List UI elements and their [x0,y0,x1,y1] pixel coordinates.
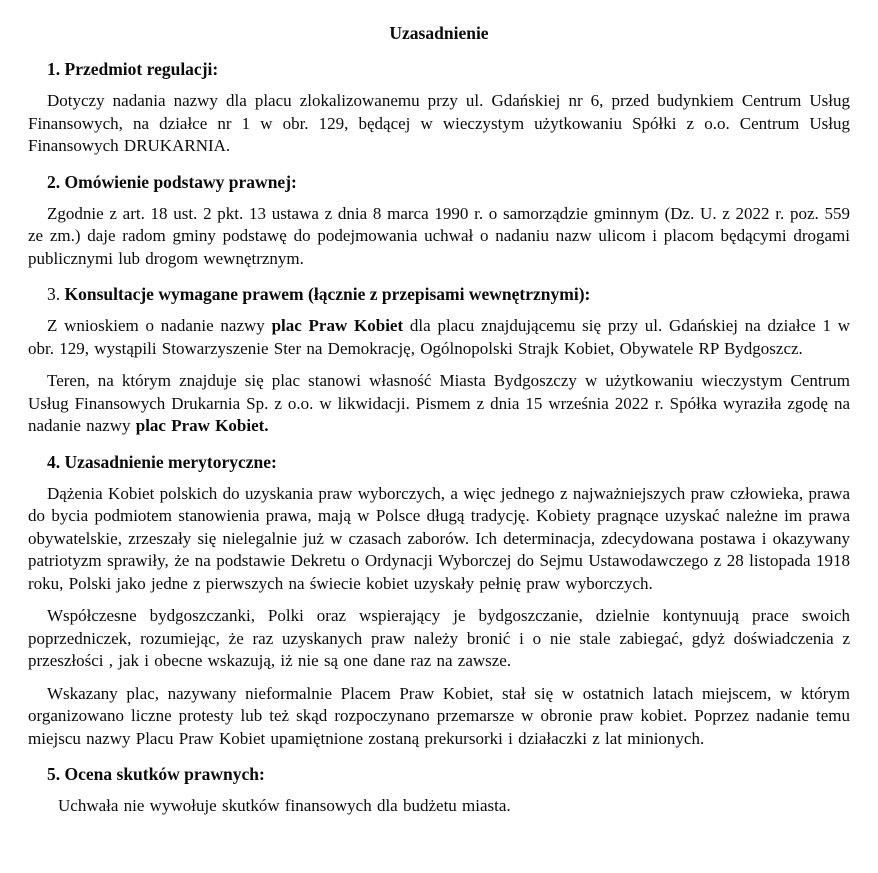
text-run: Wskazany plac, nazywany nieformalnie Placem Praw Kobiet, stał się w ostatnich latach miejscem, w którym organizowano liczne protesty lub też skąd rozpoczynano przemarsze w obronie praw kobiet. Poprzez nadanie temu miejscu nazwy Placu Praw Kobiet upamiętnione zostaną prekursorki i działaczki z lat minionych. [28,683,850,748]
text-run: 2. Omówienie podstawy prawnej: [47,171,297,192]
paragraph [28,605,850,673]
paragraph [28,203,850,271]
text-run: Z wnioskiem o nadanie nazwy [47,316,272,335]
text-run: Konsultacje wymagane prawem (łącznie z przepisami wewnętrznymi): [64,284,591,304]
paragraph [28,90,850,158]
text-run: 4. Uzasadnienie merytoryczne: [47,451,277,472]
section-heading [28,451,850,473]
text-run: dla placu znajdującemu się przy ul. Gdańskiej na działce 1 w obr. 129, wystąpili Stowarzyszenie Ster na Demokrację, Ogólnopolski Strajk Kobiet, Obywatele RP Bydgoszcz. [28,316,850,358]
text-run: Uchwała nie wywołuje skutków finansowych dla budżetu miasta. [58,796,511,815]
paragraph [28,795,850,818]
document-body [28,58,850,818]
paragraph [28,370,850,438]
text-run: Zgodnie z art. 18 ust. 2 pkt. 13 ustawa z dnia 8 marca 1990 r. o samorządzie gminnym (Dz. U. z 2022 r. poz. 559 ze zm.) daje radom gminy podstawę do podejmowania uchwał o nadaniu nazw ulicom i placom będącymi drogami publicznymi lub drogom wewnętrznym. [28,203,850,268]
text-run: 3 [47,284,56,304]
text-run: 5. Ocena skutków prawnych: [47,764,265,784]
section-heading [28,58,850,80]
paragraph [28,315,850,360]
section-heading [28,283,850,305]
paragraph [28,683,850,751]
section-heading [28,171,850,193]
section-heading [28,763,850,785]
document-title: Uzasadnienie [389,23,489,43]
text-run: plac Praw Kobiet [271,316,404,335]
text-run: Teren, na którym znajduje się plac stanowi własność Miasta Bydgoszczy w użytkowaniu wieczystym Centrum Usług Finansowych Drukarnia Sp. z o.o. w likwidacji. Pismem z dnia 15 września 2022 r. Spółka wyraziła zgodę na nadanie nazwy [28,371,850,435]
text-run: plac Praw Kobiet. [135,416,269,435]
text-run: . [55,284,65,304]
text-run: Współczesne bydgoszczanki, Polki oraz wspierający je bydgoszczanie, dzielnie kontynuują prace swoich poprzedniczek, rozumiejąc, że raz uzyskanych praw należy bronić i o nie stale zabiegać, gdyż doświadczenia z przeszłości , jak i obecne wskazują, iż nie są one dane raz na zawsze. [28,606,850,670]
text-run: Dotyczy nadania nazwy dla placu zlokalizowanemu przy ul. Gdańskiej nr 6, przed budynkiem Centrum Usług Finansowych, na działce nr 1 w obr. 129, będącej w wieczystym użytkowaniu Spółki z o.o. Centrum Usług Finansowych DRUKARNIA. [28,91,850,155]
text-run: Dążenia Kobiet polskich do uzyskania praw wyborczych, a więc jednego z najważniejszych praw człowieka, prawa do bycia podmiotem stanowienia prawa, mają w Polsce długą tradycję. Kobiety pragnące uzyskać należne im prawa obywatelskie, zrzeszały się nielegalnie już w czasach zaborów. Ich determinacja, zdecydowana postawa i okazywany patriotyzm sprawiły, że na podstawie Dekretu o Ordynacji Wyborczej do Sejmu Ustawodawczego z 28 listopada 1918 roku, Polski jako jedne z pierwszych na świecie kobiet uzyskały pełnię praw wyborczych. [28,483,850,593]
text-run: 1. Przedmiot regulacji: [47,59,219,79]
paragraph [28,483,850,596]
